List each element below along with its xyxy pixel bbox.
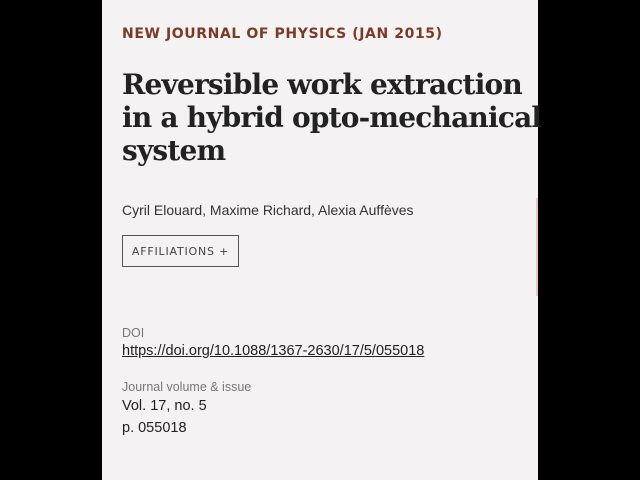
article-title (122, 68, 542, 167)
edge-highlight (536, 198, 538, 296)
volume-issue-label: Journal volume & issue (122, 380, 252, 394)
affiliations-button[interactable]: AFFILIATIONS + (122, 235, 239, 267)
article-card (102, 0, 542, 480)
doi-value (122, 343, 424, 359)
volume-issue-value: Vol. 17, no. 5 (122, 398, 207, 414)
pages-value: p. 055018 (122, 420, 187, 436)
authors-list: Cyril Elouard, Maxime Richard, Alexia Auffèves (122, 202, 414, 218)
journal-name: NEW JOURNAL OF PHYSICS (JAN 2015) (122, 26, 443, 42)
title-line-2: in a hybrid opto-mechanical (122, 101, 542, 134)
title-line-1: Reversible work extraction (122, 68, 522, 101)
doi-link[interactable]: https://doi.org/10.1088/1367-2630/17/5/055018 (122, 343, 425, 359)
title-line-3: system (122, 134, 226, 167)
doi-label: DOI (122, 326, 145, 340)
